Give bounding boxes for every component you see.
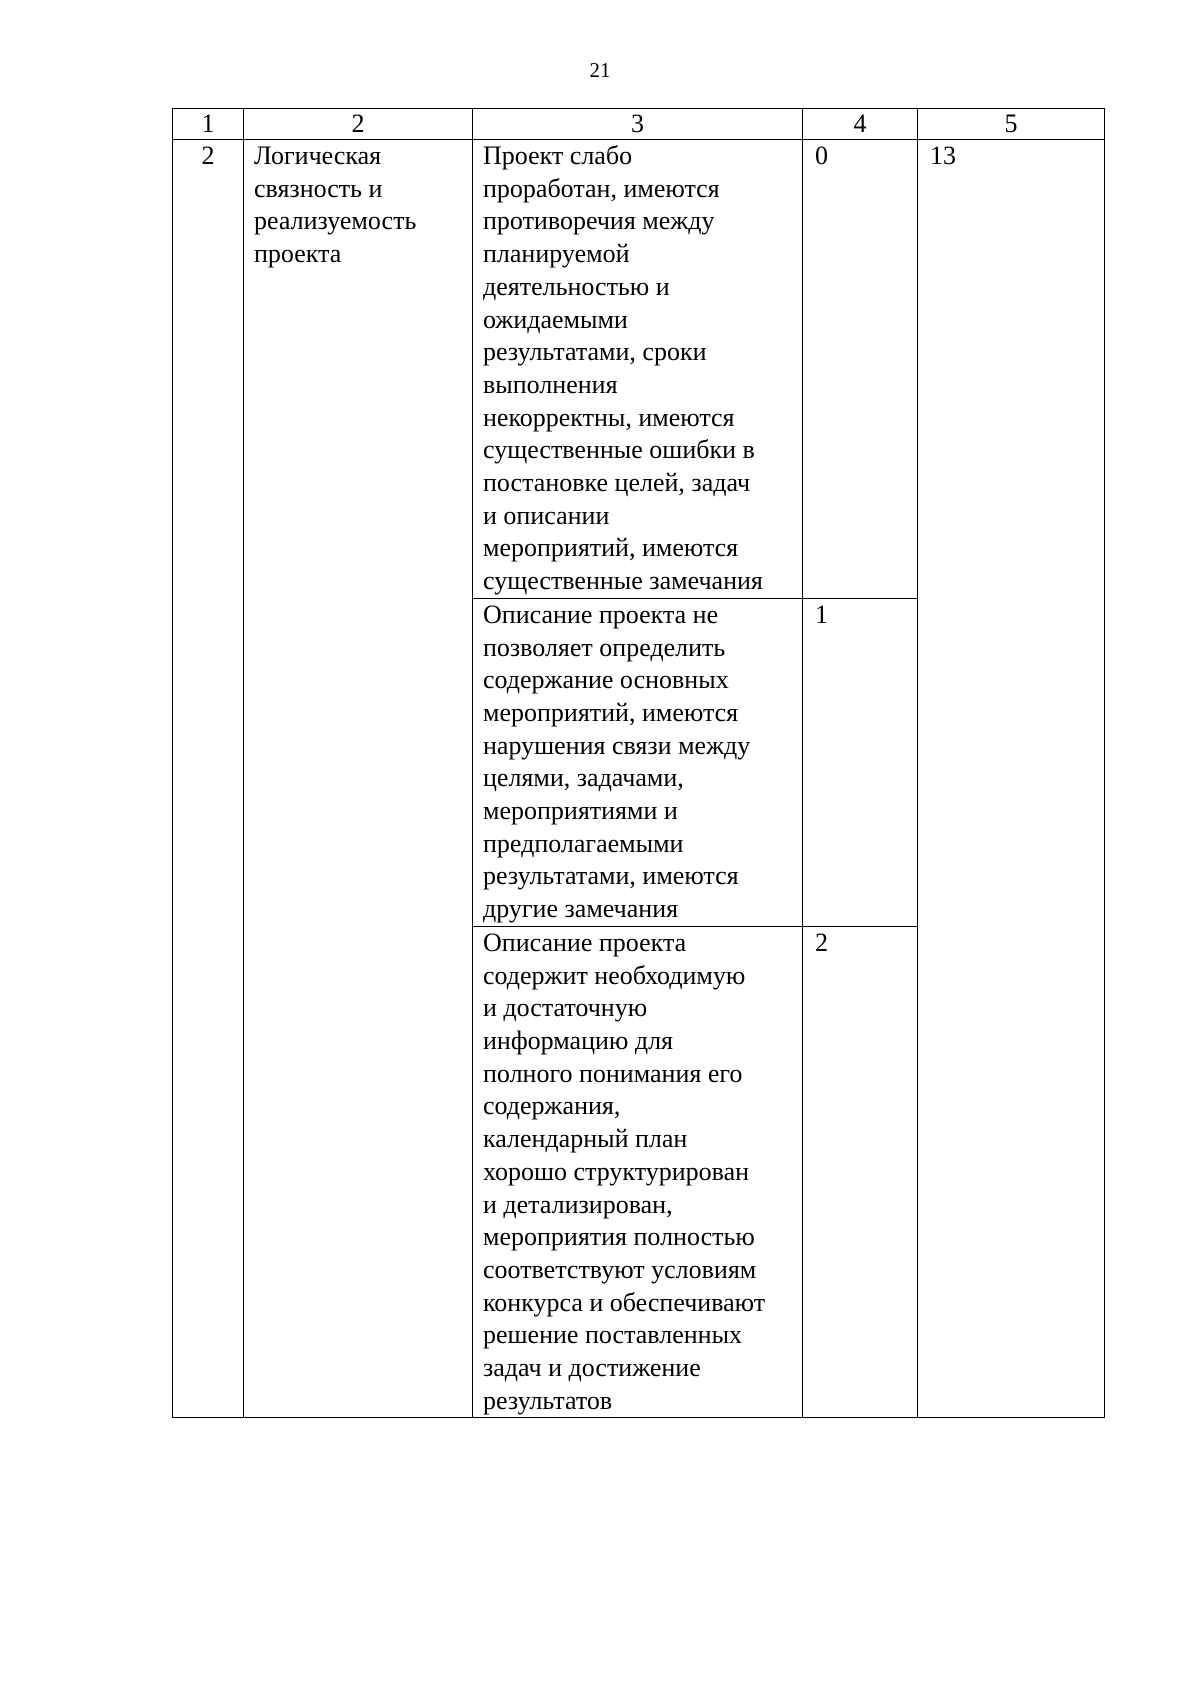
description-line: Описание проекта xyxy=(483,927,687,957)
description-line: постановке целей, задач xyxy=(483,468,751,498)
description-line: календарный план xyxy=(483,1124,688,1154)
level-1-description xyxy=(473,598,803,926)
criterion-name-line: связность и xyxy=(254,173,383,203)
description-line: соответствуют условиям xyxy=(483,1254,757,1284)
description-line: полного понимания его xyxy=(483,1058,743,1088)
description-line: задач и достижение xyxy=(483,1353,701,1383)
max-score: 13 xyxy=(918,140,1105,1418)
evaluation-criteria-table xyxy=(172,108,1105,1418)
criterion-name xyxy=(244,140,473,1418)
column-header-5: 5 xyxy=(918,109,1105,140)
criterion-name-line: реализуемость xyxy=(254,206,417,236)
page-number: 21 xyxy=(589,58,611,82)
description-line: нарушения связи между xyxy=(483,730,751,760)
description-line: мероприятиями и xyxy=(483,796,678,826)
description-line: существенные замечания xyxy=(483,566,763,596)
level-2-description xyxy=(473,926,803,1418)
description-line: и описании xyxy=(483,500,610,530)
description-line: результатами, имеются xyxy=(483,861,739,891)
description-line: ожидаемыми xyxy=(483,304,628,334)
table-row xyxy=(173,140,1105,599)
level-2-score: 2 xyxy=(803,926,918,1418)
description-line: Проект слабо xyxy=(483,141,633,170)
column-header-2: 2 xyxy=(244,109,473,140)
description-line: Описание проекта не xyxy=(483,599,719,629)
criterion-number: 2 xyxy=(173,140,244,1418)
description-line: предполагаемыми xyxy=(483,828,684,858)
description-line: результатами, сроки xyxy=(483,337,707,367)
description-line: содержание основных xyxy=(483,665,729,695)
description-line: проработан, имеются xyxy=(483,173,720,203)
level-0-score: 0 xyxy=(803,140,918,599)
criterion-name-line: Логическая xyxy=(254,141,382,170)
description-line: конкурса и обеспечивают xyxy=(483,1287,766,1317)
table-header-row xyxy=(173,109,1105,140)
description-line: решение поставленных xyxy=(483,1320,743,1350)
description-line: и достаточную xyxy=(483,993,648,1023)
criterion-name-line: проекта xyxy=(254,239,342,269)
description-line: позволяет определить xyxy=(483,632,726,662)
description-line: существенные ошибки в xyxy=(483,435,755,465)
description-line: мероприятия полностью xyxy=(483,1222,755,1252)
description-line: деятельностью и xyxy=(483,271,670,301)
description-line: планируемой xyxy=(483,239,630,269)
description-line: некорректны, имеются xyxy=(483,402,735,432)
description-line: целями, задачами, xyxy=(483,763,684,793)
description-line: выполнения xyxy=(483,369,618,399)
description-line: хорошо структурирован xyxy=(483,1156,750,1186)
description-line: противоречия между xyxy=(483,206,715,236)
column-header-3: 3 xyxy=(473,109,803,140)
description-line: содержания, xyxy=(483,1091,621,1121)
description-line: мероприятий, имеются xyxy=(483,697,739,727)
description-line: информацию для xyxy=(483,1025,674,1055)
description-line: другие замечания xyxy=(483,894,679,924)
description-line: мероприятий, имеются xyxy=(483,533,739,563)
level-0-description xyxy=(473,140,803,599)
description-line: и детализирован, xyxy=(483,1189,673,1219)
description-line: результатов xyxy=(483,1385,613,1415)
column-header-4: 4 xyxy=(803,109,918,140)
column-header-1: 1 xyxy=(173,109,244,140)
description-line: содержит необходимую xyxy=(483,960,746,990)
level-1-score: 1 xyxy=(803,598,918,926)
